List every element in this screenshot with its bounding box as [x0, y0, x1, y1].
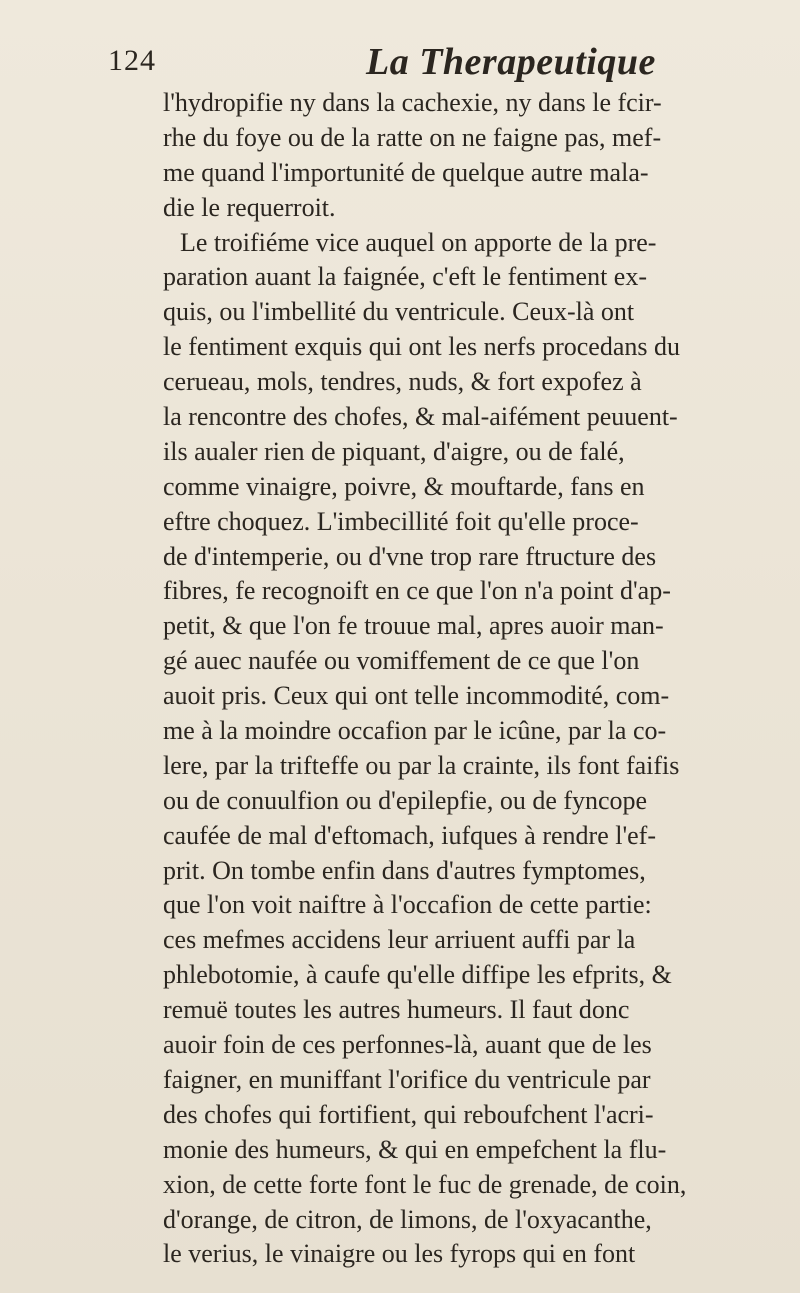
text-line: que l'on voit naiftre à l'occafion de cette partie: [163, 890, 652, 920]
text-line: Le troifiéme vice auquel on apporte de la pre- [180, 227, 657, 257]
page-header [108, 40, 748, 90]
text-line: d'orange, de citron, de limons, de l'oxyacanthe, [163, 1204, 652, 1234]
text-line: gé auec naufée ou vomiffement de ce que l'on [163, 646, 640, 676]
text-line: fibres, fe recognoift en ce que l'on n'a point d'ap- [163, 576, 671, 606]
text-line: auoit pris. Ceux qui ont telle incommodité, com- [163, 681, 670, 711]
text-line: faigner, en muniffant l'orifice du ventricule par [163, 1064, 651, 1094]
text-line: l'hydropifie ny dans la cachexie, ny dans le fcir- [163, 88, 662, 117]
page-number: 124 [108, 44, 156, 77]
text-line: ces mefmes accidens leur arriuent auffi par la [163, 925, 636, 955]
text-line: le fentiment exquis qui ont les nerfs procedans du [163, 332, 680, 362]
text-line: rhe du foye ou de la ratte on ne faigne pas, mef- [163, 122, 662, 152]
text-line: le verius, le vinaigre ou les fyrops qui en font [163, 1239, 636, 1269]
running-title: La Therapeutique [366, 41, 656, 83]
text-line: die le requerroit. [163, 192, 336, 222]
text-line: ils aualer rien de piquant, d'aigre, ou de falé, [163, 436, 625, 466]
text-line: xion, de cette forte font le fuc de grenade, de coin, [163, 1169, 687, 1199]
text-line: lere, par la trifteffe ou par la crainte, ils font faifis [163, 750, 680, 780]
text-line: monie des humeurs, & qui en empefchent la flu- [163, 1134, 667, 1164]
text-line: caufée de mal d'eftomach, iufques à rendre l'ef- [163, 820, 656, 850]
text-line: ou de conuulfion ou d'epilepfie, ou de fyncope [163, 785, 648, 815]
text-line: auoir foin de ces perfonnes-là, auant que de les [163, 1030, 652, 1060]
text-line: petit, & que l'on fe trouue mal, apres auoir man- [163, 611, 664, 641]
text-line: des chofes qui fortifient, qui reboufchent l'acri- [163, 1099, 654, 1129]
text-line: prit. On tombe enfin dans d'autres fymptomes, [163, 855, 646, 885]
text-line: paration auant la faignée, c'eft le fentiment ex- [163, 262, 647, 292]
text-line: quis, ou l'imbellité du ventricule. Ceux-là ont [163, 297, 635, 327]
text-line: la rencontre des chofes, & mal-aifément peuuent- [163, 402, 678, 432]
text-line: comme vinaigre, poivre, & mouftarde, fans en [163, 471, 645, 501]
body-text [163, 86, 763, 1272]
text-line: me quand l'importunité de quelque autre mala- [163, 157, 649, 187]
text-line: eftre choquez. L'imbecillité foit qu'elle proce- [163, 506, 639, 536]
text-line: phlebotomie, à caufe qu'elle diffipe les efprits, & [163, 960, 672, 990]
text-line: me à la moindre occafion par le icûne, par la co- [163, 716, 667, 746]
text-line: remuë toutes les autres humeurs. Il faut donc [163, 995, 630, 1025]
text-line: de d'intemperie, ou d'vne trop rare ftructure des [163, 541, 657, 571]
text-line: cerueau, mols, tendres, nuds, & fort expofez à [163, 367, 642, 397]
